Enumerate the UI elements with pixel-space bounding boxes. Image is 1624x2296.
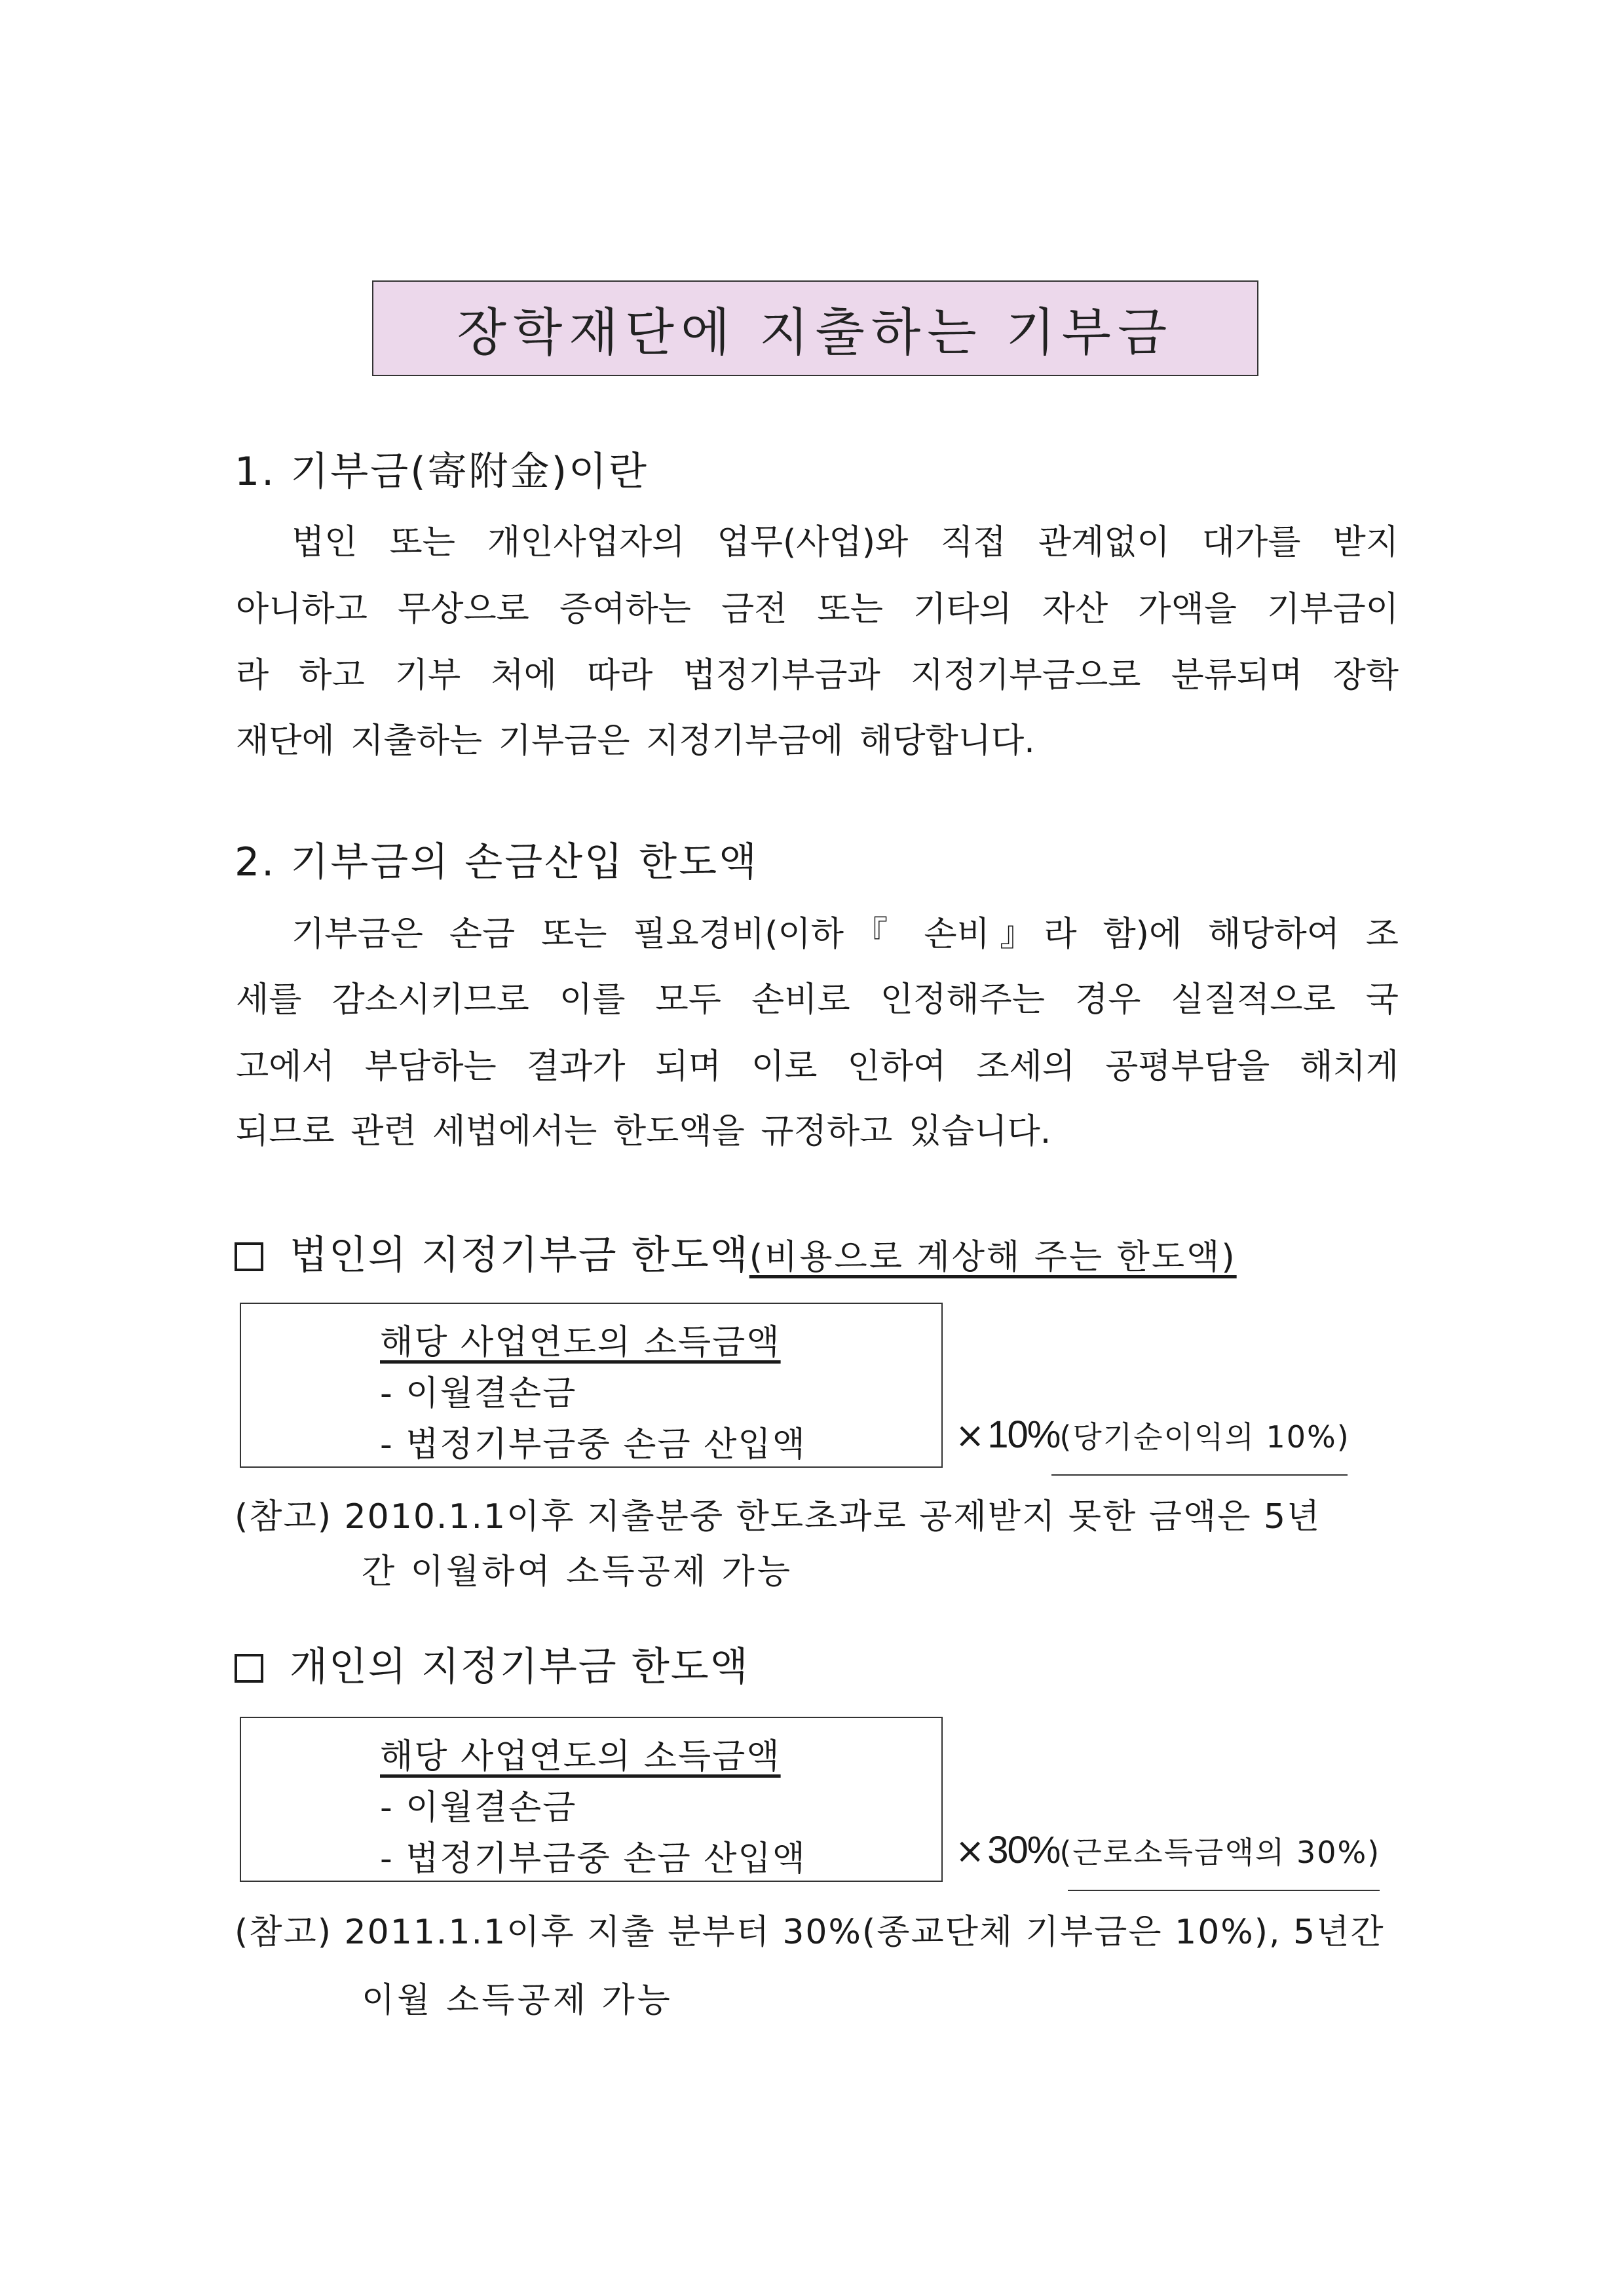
section1-line-1: 법인 또는 개인사업자의 업무(사업)와 직접 관계없이 대가를 받지 [292,523,1399,562]
corporate-rate-note: (당기순이익의 10%) [1059,1419,1350,1455]
corporate-reference [235,1489,1321,1538]
corporate-heading-note: (비용으로 계상해 주는 한도액) [749,1238,1237,1277]
checkbox-icon [235,1242,263,1271]
section2-heading: 2. 기부금의 손금산입 한도액 [235,839,759,885]
individual-multiplier [955,1828,1380,1872]
corporate-heading [235,1224,1237,1280]
section1-line-3: 라 하고 기부 처에 따라 법정기부금과 지정기부금으로 분류되며 장학 [236,656,1399,695]
section2-line-1: 기부금은 손금 또는 필요경비(이하『 손비』라 함)에 해당하여 조 [292,915,1399,954]
section2-line-3: 고에서 부담하는 결과가 되며 이로 인하여 조세의 공평부담을 해치게 [236,1047,1399,1086]
section1-line-2: 아니하고 무상으로 증여하는 금전 또는 기타의 자산 가액을 기부금이 [236,590,1399,629]
corporate-reference-cont: 간 이월하여 소득공제 가능 [362,1552,793,1592]
corporate-rate: 10% [987,1413,1060,1456]
corporate-formula-line-2: - 이월결손금 [380,1374,577,1413]
individual-reference-label: (참고) [235,1913,333,1952]
section1-heading: 1. 기부금(寄附金)이란 [235,449,649,495]
individual-formula-line-3: - 법정기부금중 손금 산입액 [380,1839,806,1879]
individual-multiply-sign: × [955,1830,985,1871]
individual-formula-line-1: 해당 사업연도의 소득금액 [380,1737,781,1776]
corporate-formula-box [240,1303,943,1468]
individual-reference-text: 2011.1.1이후 지출 분부터 30%(종교단체 기부금은 10%), 5년간 [344,1913,1385,1952]
individual-heading [235,1636,749,1692]
corporate-multiply-sign: × [955,1415,985,1456]
individual-formula-line-2: - 이월결손금 [380,1788,577,1827]
individual-rate-note: (근로소득금액의 30%) [1059,1835,1381,1870]
section2-line-2: 세를 감소시키므로 이를 모두 손비로 인정해주는 경우 실질적으로 국 [236,980,1399,1020]
corporate-rate-underline [1051,1474,1348,1476]
individual-reference [235,1904,1385,1953]
corporate-formula-line-1: 해당 사업연도의 소득금액 [380,1323,781,1362]
individual-rate: 30% [987,1829,1060,1871]
corporate-multiplier [955,1413,1350,1457]
section2-line-4: 되므로 관련 세법에서는 한도액을 규정하고 있습니다. [236,1112,1051,1151]
corporate-formula-line-3: - 법정기부금중 손금 산입액 [380,1425,806,1464]
corporate-heading-text: 법인의 지정기부금 한도액 [290,1233,749,1278]
individual-heading-text: 개인의 지정기부금 한도액 [290,1644,749,1690]
corporate-reference-label: (참고) [235,1497,333,1537]
corporate-reference-text: 2010.1.1이후 지출분중 한도초과로 공제받지 못한 금액은 5년 [344,1497,1321,1537]
individual-reference-cont: 이월 소득공제 가능 [362,1981,673,2020]
individual-rate-underline [1068,1890,1380,1891]
individual-formula-box [240,1717,943,1882]
page-title: 장학재단에 지출하는 기부금 [372,280,1258,376]
checkbox-icon [235,1654,263,1683]
section1-line-4: 재단에 지출하는 기부금은 지정기부금에 해당합니다. [236,721,1035,761]
